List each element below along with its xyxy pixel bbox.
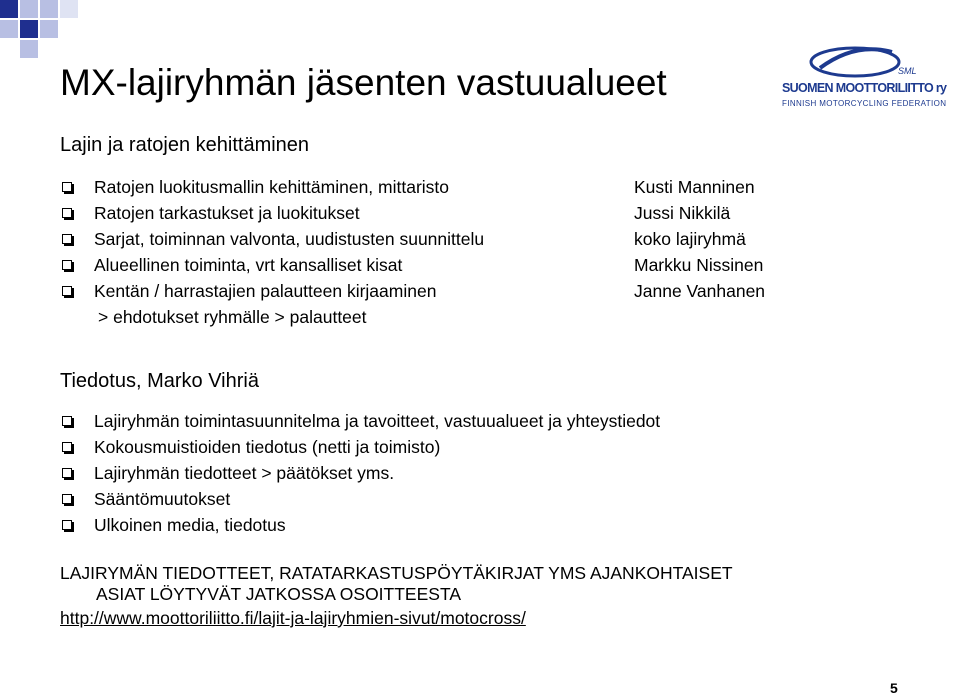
logo-mark: SML: [898, 66, 917, 76]
checkbox-bullet-icon: [62, 416, 72, 426]
list-item: [62, 252, 484, 278]
person-name: Jussi Nikkilä: [634, 203, 731, 223]
item-text: Sääntömuutokset: [94, 489, 231, 509]
list-item: [62, 460, 660, 486]
section1-heading: Lajin ja ratojen kehittäminen: [60, 134, 310, 156]
person-name: Kusti Manninen: [634, 177, 755, 197]
page-number: 5: [890, 680, 898, 696]
notice-line-1: LAJIRYMÄN TIEDOTTEET, RATATARKASTUSPÖYTÄKIRJAT YMS AJANKOHTAISET: [60, 563, 733, 583]
item-text: Kentän / harrastajien palautteen kirjaaminen: [94, 281, 437, 301]
logo-name: SUOMEN MOOTTORILIITTO ry: [782, 81, 947, 95]
motocross-page-link[interactable]: http://www.moottoriliitto.fi/lajit-ja-lajiryhmien-sivut/motocross/: [60, 608, 526, 628]
section1-sub-line: > ehdotukset ryhmälle > palautteet: [98, 307, 367, 327]
list-item: [62, 278, 484, 304]
slide-title: MX-lajiryhmän jäsenten vastuualueet: [60, 62, 667, 103]
list-item: [62, 408, 660, 434]
sml-logo-icon: [780, 40, 950, 112]
checkbox-bullet-icon: [62, 234, 72, 244]
list-item: [62, 174, 484, 200]
list-item: [62, 200, 484, 226]
person-name: Markku Nissinen: [634, 255, 764, 275]
checkbox-bullet-icon: [62, 494, 72, 504]
checkbox-bullet-icon: [62, 182, 72, 192]
item-text: Lajiryhmän toimintasuunnitelma ja tavoitteet, vastuualueet ja yhteystiedot: [94, 411, 661, 431]
checkbox-bullet-icon: [62, 260, 72, 270]
notice-text: [60, 563, 733, 605]
checkbox-bullet-icon: [62, 468, 72, 478]
item-text: Alueellinen toiminta, vrt kansalliset kisat: [94, 255, 403, 275]
sml-logo: [780, 40, 950, 112]
section2-list: [62, 408, 660, 538]
section1-list: [62, 174, 484, 304]
item-text: Ratojen luokitusmallin kehittäminen, mittaristo: [94, 177, 450, 197]
person-name: Janne Vanhanen: [634, 281, 766, 301]
list-item: [62, 226, 484, 252]
person-name: koko lajiryhmä: [634, 229, 746, 249]
logo-subname: FINNISH MOTORCYCLING FEDERATION: [782, 99, 947, 108]
person-column: [634, 174, 765, 304]
checkbox-bullet-icon: [62, 286, 72, 296]
list-item: [62, 486, 660, 512]
corner-decoration: [0, 0, 80, 60]
item-text: Sarjat, toiminnan valvonta, uudistusten suunnittelu: [94, 229, 485, 249]
checkbox-bullet-icon: [62, 208, 72, 218]
checkbox-bullet-icon: [62, 442, 72, 452]
item-text: Ratojen tarkastukset ja luokitukset: [94, 203, 360, 223]
item-text: Kokousmuistioiden tiedotus (netti ja toimisto): [94, 437, 441, 457]
list-item: [62, 512, 660, 538]
item-text: Ulkoinen media, tiedotus: [94, 515, 286, 535]
section2-heading: Tiedotus, Marko Vihriä: [60, 370, 259, 392]
notice-line-2: ASIAT LÖYTYVÄT JATKOSSA OSOITTEESTA: [96, 584, 462, 604]
item-text: Lajiryhmän tiedotteet > päätökset yms.: [94, 463, 395, 483]
list-item: [62, 434, 660, 460]
checkbox-bullet-icon: [62, 520, 72, 530]
